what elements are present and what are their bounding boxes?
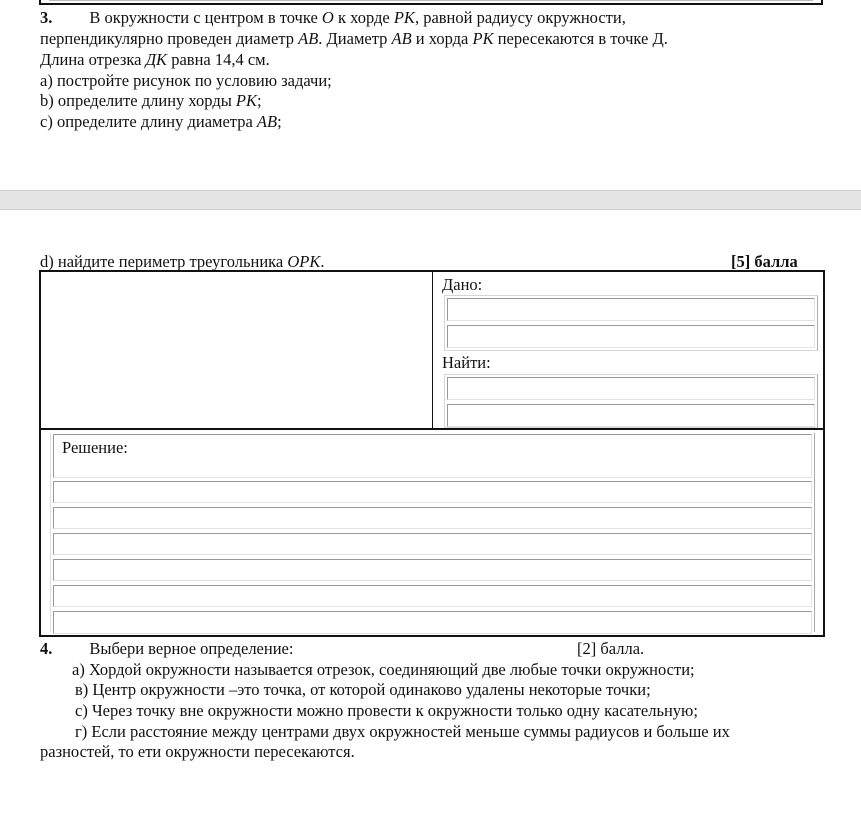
task3-line1: 3. В окружности с центром в точке O к хорде PK, равной радиусу окружности, [40,8,626,27]
find-label: Найти: [442,353,491,372]
task3-score: [5] балла [731,252,798,271]
find-field-1[interactable] [447,377,815,400]
solution-field-3[interactable] [53,533,812,555]
task3-line3: Длина отрезка ДK равна 14,4 см. [40,50,270,69]
task4-prompt: Выбери верное определение: [89,639,294,658]
page-break [0,190,861,210]
previous-answer-field [49,0,813,1]
given-field-1[interactable] [447,298,815,321]
task4-option-d[interactable]: г) Если расстояние между центрами двух окружностей меньше суммы радиусов и больше их [75,722,730,741]
task3-line2: перпендикулярно проведен диаметр AB. Диаметр AB и хорда PK пересекаются в точке Д. [40,29,668,48]
find-field-2[interactable] [447,404,815,427]
given-label: Дано: [442,275,483,294]
previous-answer-box [39,0,823,5]
task4-option-c[interactable]: с) Через точку вне окружности можно провести к окружности только одну касательную; [75,701,698,720]
table-row-divider [41,428,823,430]
given-group [444,295,818,351]
task4-score: [2] балла. [577,639,645,658]
task3-item-a: a) постройте рисунок по условию задачи; [40,71,332,90]
given-find-cell [433,272,823,428]
task4-number: 4. [40,639,53,658]
solution-field-4[interactable] [53,559,812,581]
task3-number: 3. [40,8,53,27]
drawing-area[interactable] [41,272,433,428]
solution-field-1[interactable] [53,481,812,503]
task3-item-b: b) определите длину хорды PK; [40,91,262,110]
task4-option-d-continued: разностей, то ети окружности пересекаются. [40,742,355,761]
solution-group [50,433,815,632]
find-group [444,374,818,428]
task4-option-a[interactable]: а) Хордой окружности называется отрезок, соединяющий две любые точки окружности; [72,660,695,679]
solution-field-2[interactable] [53,507,812,529]
solution-field-5[interactable] [53,585,812,607]
task4-header [40,639,293,659]
answer-table [39,270,825,637]
task3-item-d: d) найдите периметр треугольника OPK. [40,252,325,271]
given-field-2[interactable] [447,325,815,348]
solution-header-field[interactable] [53,434,812,478]
solution-label: Решение: [62,438,128,457]
task4-option-b[interactable]: в) Центр окружности –это точка, от которой одинаково удалены некоторые точки; [75,680,651,699]
task3-item-c: c) определите длину диаметра AB; [40,112,282,131]
solution-field-6[interactable] [53,611,812,634]
